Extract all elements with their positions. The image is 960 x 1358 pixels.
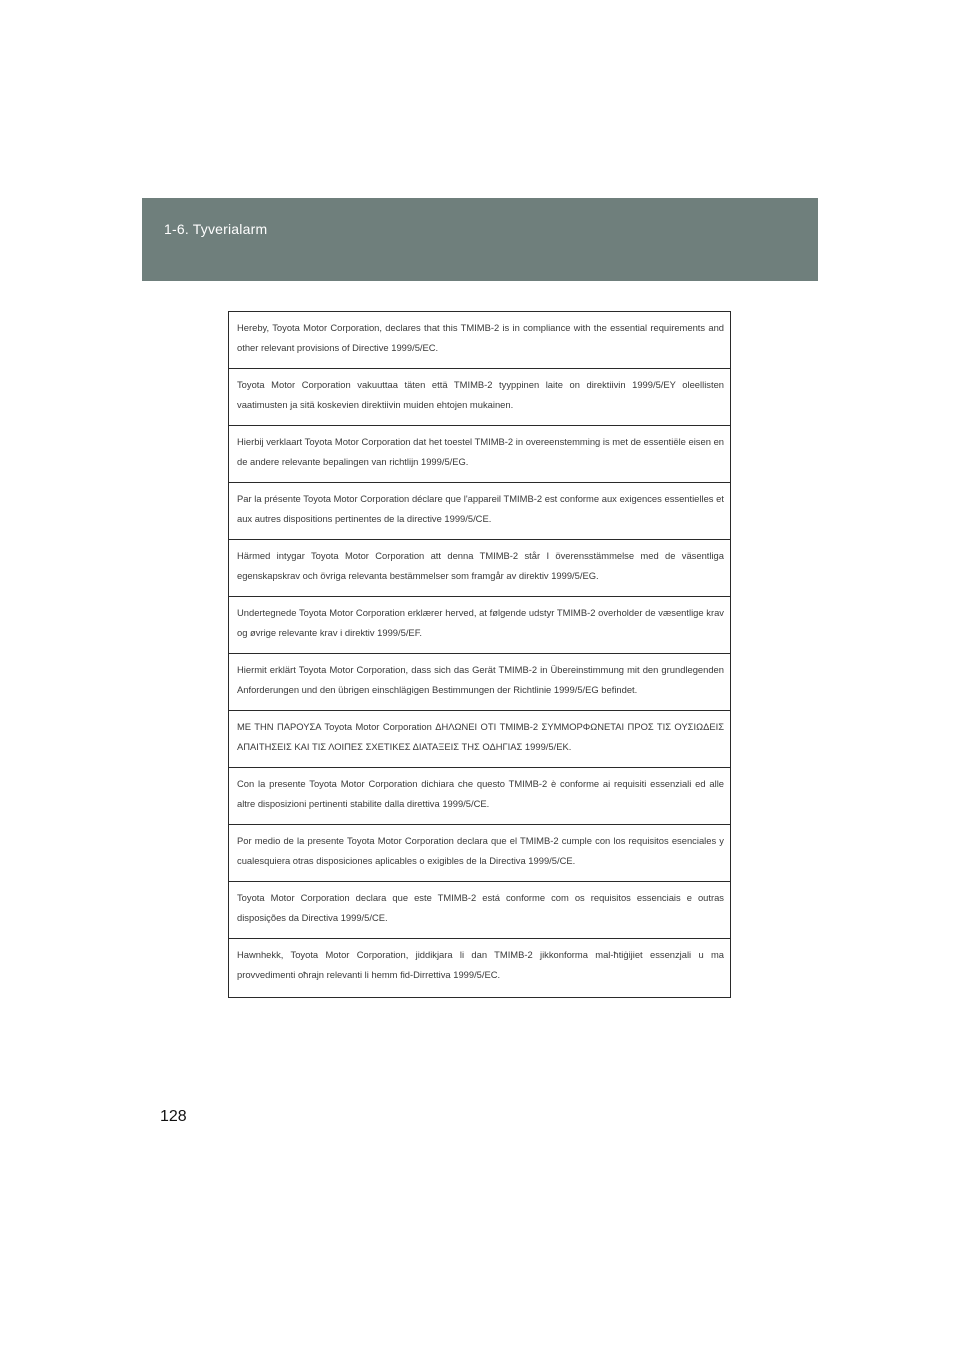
declaration-row-german: Hiermit erklärt Toyota Motor Corporation, dass sich das Gerät TMIMB-2 in Übereinstimmung mit den grundlegenden Anforderungen und den übrigen einschlägigen Bestimmungen der Richtlinie 1999/5/EG befindet. xyxy=(229,654,730,711)
declaration-row-greek: ΜΕ ΤΗΝ ΠΑΡΟΥΣΑ Toyota Motor Corporation ΔΗΛΩΝΕΙ ΟΤΙ TMIMB-2 ΣΥΜΜΟΡΦΩΝΕΤΑΙ ΠΡΟΣ ΤΙΣ ΟΥΣΙΩΔΕΙΣ ΑΠΑΙΤΗΣΕΙΣ ΚΑΙ ΤΙΣ ΛΟΙΠΕΣ ΣΧΕΤΙΚΕΣ ΔΙΑΤΑΞΕΙΣ ΤΗΣ ΟΔΗΓΙΑΣ 1999/5/ΕΚ. xyxy=(229,711,730,768)
section-title: 1-6. Tyverialarm xyxy=(164,221,268,237)
declaration-row-italian: Con la presente Toyota Motor Corporation dichiara che questo TMIMB-2 è conforme ai requisiti essenziali ed alle altre disposizioni pertinenti stabilite dalla direttiva 1999/5/CE. xyxy=(229,768,730,825)
declaration-row-dutch: Hierbij verklaart Toyota Motor Corporation dat het toestel TMIMB-2 in overeenstemming is met de essentiële eisen en de andere relevante bepalingen van richtlijn 1999/5/EG. xyxy=(229,426,730,483)
section-header-band xyxy=(142,198,818,281)
declaration-row-english: Hereby, Toyota Motor Corporation, declares that this TMIMB-2 is in compliance with the essential requirements and other relevant provisions of Directive 1999/5/EC. xyxy=(229,312,730,369)
declaration-row-finnish: Toyota Motor Corporation vakuuttaa täten että TMIMB-2 tyyppinen laite on direktiivin 1999/5/EY oleellisten vaatimusten ja sitä koskevien direktiivin muiden ehtojen mukainen. xyxy=(229,369,730,426)
declaration-row-maltese: Hawnhekk, Toyota Motor Corporation, jiddikjara li dan TMIMB-2 jikkonforma mal-ħtiġijiet essenzjali u ma provvedimenti oħrajn relevanti li hemm fid-Dirrettiva 1999/5/EC. xyxy=(237,949,724,980)
declaration-row-danish: Undertegnede Toyota Motor Corporation erklærer herved, at følgende udstyr TMIMB-2 overholder de væsentlige krav og øvrige relevante krav i direktiv 1999/5/EF. xyxy=(229,597,730,654)
page-number: 128 xyxy=(160,1108,187,1125)
declaration-row-swedish: Härmed intygar Toyota Motor Corporation att denna TMIMB-2 står I överensstämmelse med de väsentliga egenskapskrav och övriga relevanta bestämmelser som framgår av direktiv 1999/5/EG. xyxy=(229,540,730,597)
declaration-row-portuguese: Toyota Motor Corporation declara que este TMIMB-2 está conforme com os requisitos essenciais e outras disposições da Directiva 1999/5/CE. xyxy=(229,882,730,939)
declaration-row-spanish: Por medio de la presente Toyota Motor Corporation declara que el TMIMB-2 cumple con los requisitos esenciales y cualesquiera otras disposiciones aplicables o exigibles de la Directiva 1999/5/CE. xyxy=(229,825,730,882)
declaration-table xyxy=(228,311,731,998)
declaration-row-french: Par la présente Toyota Motor Corporation déclare que l'appareil TMIMB-2 est conforme aux exigences essentielles et aux autres dispositions pertinentes de la directive 1999/5/CE. xyxy=(229,483,730,540)
